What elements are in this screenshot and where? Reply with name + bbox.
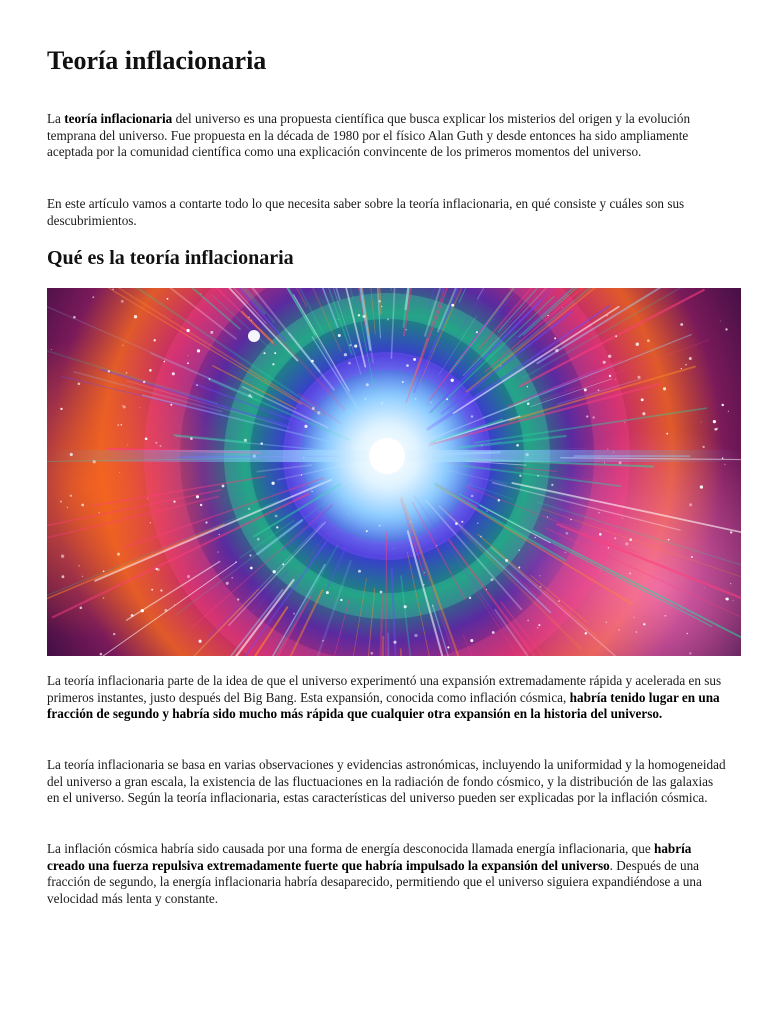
p5-text-a: La inflación cósmica habría sido causada por una forma de energía desconocida llamada energía inflacionaria, que [47,841,654,856]
p5-text-c: . Después de una fracción de segundo, la energía inflacionaria habría desaparecido, permitiendo que el universo siguiera expandiéndose a una velocidad más lenta y constante. [47,857,702,906]
cosmic-inflation-image [47,288,741,656]
body-paragraph-3 [47,841,727,907]
body-paragraph-1 [47,673,727,723]
intro-paragraph-2: En este artículo vamos a contarte todo lo que necesita saber sobre la teoría inflacionaria, en qué consiste y cuáles son sus descubrimientos. [47,196,685,228]
intro-p1-bold: teoría inflacionaria [64,111,173,126]
intro-paragraph-1 [47,111,727,161]
p3-bold: habría tenido lugar en una fracción de segundo y habría sido mucho más rápida que cualquier otra expansión en la historia del universo. [47,689,720,722]
cosmic-burst-graphic [47,288,741,656]
intro-p1-text-a: La [47,111,65,126]
p3-text-a: La teoría inflacionaria parte de la idea de que el universo experimentó una expansión extremadamente rápida y acelerada en sus primeros instantes, justo después del Big Bang. Esta expansión, conocida como inflación cósmica, [47,673,722,705]
section-heading: Qué es la teoría inflacionaria [47,247,294,269]
body-paragraph-2: La teoría inflacionaria se basa en varias observaciones y evidencias astronómicas, incluyendo la uniformidad y la homogeneidad del universo a gran escala, la existencia de las fluctuaciones en la radiación de fondo cósmico, y la distribución de las galaxias en el universo. Según la teoría inflacionaria, estas características del universo pueden ser explicadas por la inflación cósmica. [47,757,726,806]
intro-p1-text-c: del universo es una propuesta científica que busca explicar los misterios del origen y la evolución temprana del universo. Fue propuesta en la década de 1980 por el físico Alan Guth y desde entonces ha sido ampliamente aceptada por la comunidad científica como una explicación convincente de los primeros momentos del universo. [47,111,691,160]
p5-bold: habría creado una fuerza repulsiva extremadamente fuerte que habría impulsado la expansión del universo [47,841,692,873]
page-title: Teoría inflacionaria [47,46,267,75]
